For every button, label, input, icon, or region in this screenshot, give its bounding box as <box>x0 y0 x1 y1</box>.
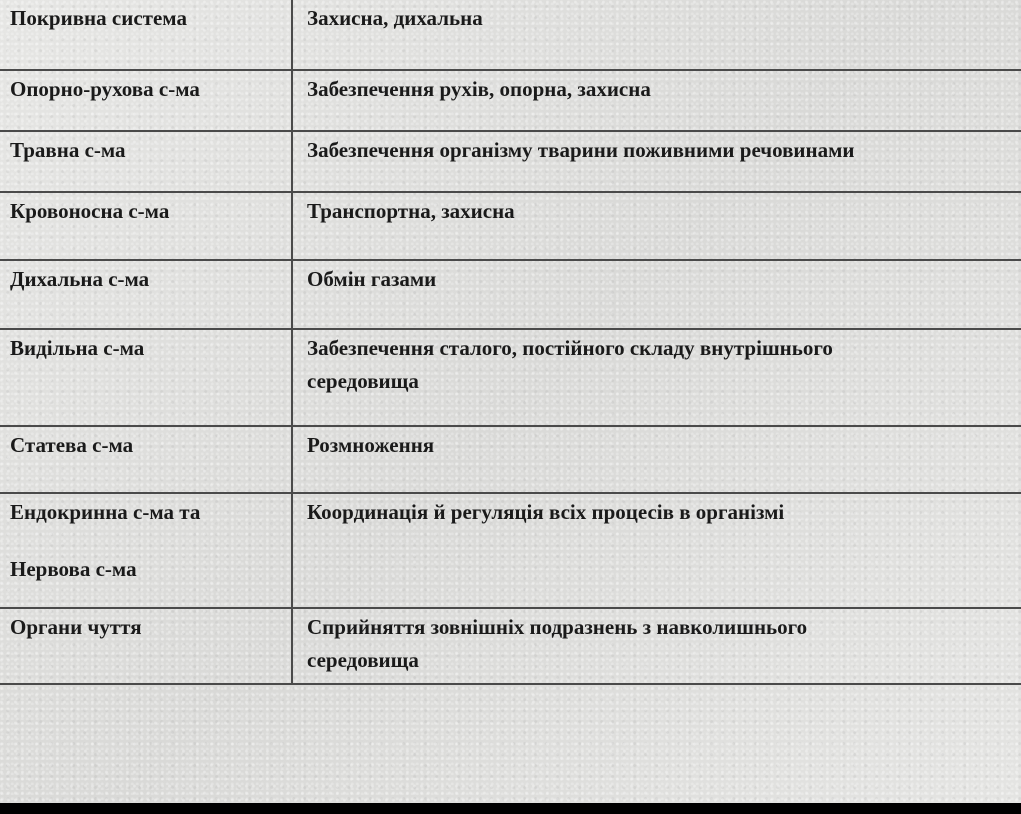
function-line: Сприйняття зовнішніх подразнень з навколишнього <box>307 615 808 639</box>
system-cell: Видільна с-ма <box>0 329 292 426</box>
table-row <box>0 131 1021 192</box>
table-row <box>0 192 1021 260</box>
function-cell <box>292 608 1021 684</box>
system-cell: Травна с-ма <box>0 131 292 192</box>
function-cell: Розмноження <box>292 426 1021 493</box>
system-cell: Статева с-ма <box>0 426 292 493</box>
function-cell: Забезпечення організму тварини поживними речовинами <box>292 131 1021 192</box>
system-line: Нервова с-ма <box>10 557 137 581</box>
table-row <box>0 329 1021 426</box>
table-row <box>0 426 1021 493</box>
function-cell: Координація й регуляція всіх процесів в організмі <box>292 493 1021 608</box>
table-row <box>0 70 1021 131</box>
function-cell: Обмін газами <box>292 260 1021 329</box>
function-line: середовища <box>307 369 419 393</box>
function-line: середовища <box>307 648 419 672</box>
function-cell: Забезпечення рухів, опорна, захисна <box>292 70 1021 131</box>
function-cell <box>292 329 1021 426</box>
system-cell: Опорно-рухова с-ма <box>0 70 292 131</box>
function-line: Забезпечення сталого, постійного складу внутрішнього <box>307 336 833 360</box>
system-cell: Органи чуття <box>0 608 292 684</box>
table-row <box>0 260 1021 329</box>
system-cell: Покривна система <box>0 0 292 70</box>
system-cell: Кровоносна с-ма <box>0 192 292 260</box>
table-row <box>0 0 1021 70</box>
table-row <box>0 608 1021 684</box>
table-row <box>0 493 1021 608</box>
function-cell: Захисна, дихальна <box>292 0 1021 70</box>
system-cell: Дихальна с-ма <box>0 260 292 329</box>
system-cell <box>0 493 292 608</box>
system-line: Ендокринна с-ма та <box>10 500 201 524</box>
function-cell: Транспортна, захисна <box>292 192 1021 260</box>
